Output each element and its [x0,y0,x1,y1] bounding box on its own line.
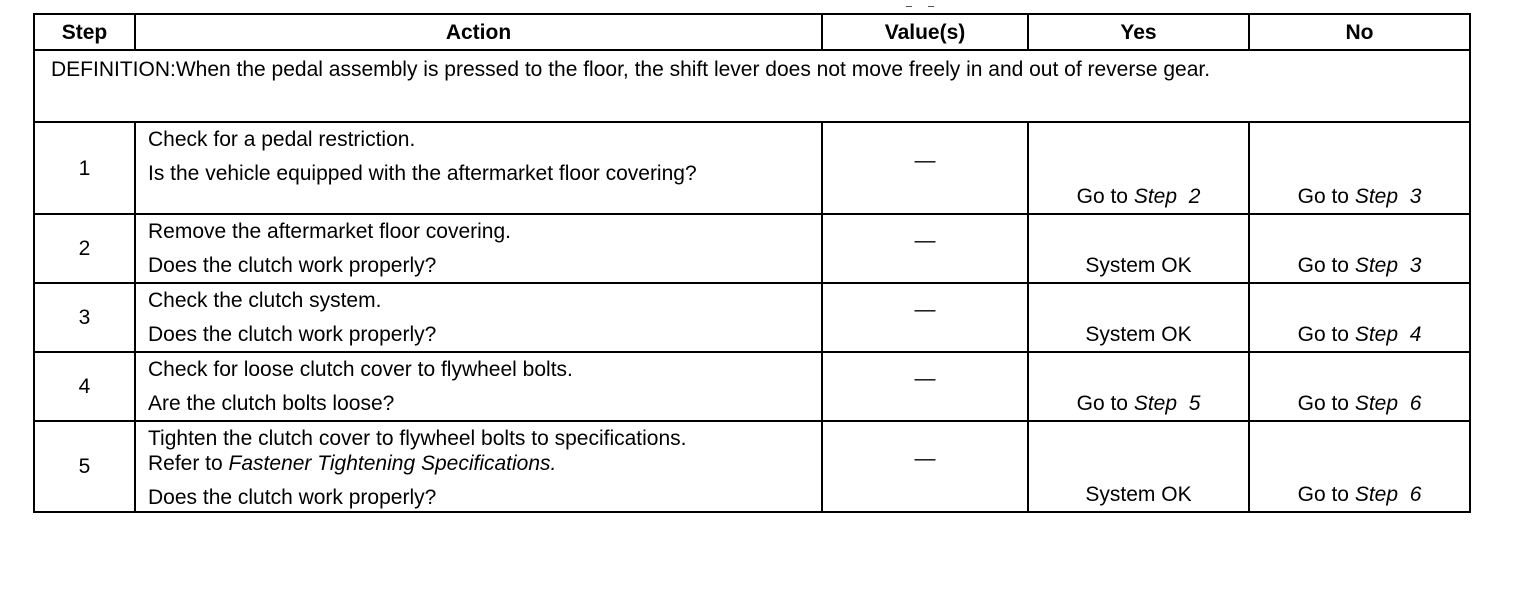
target-step: 5 [1188,392,1201,415]
yes-cell [1028,283,1249,352]
value-cell [822,283,1028,352]
action-line: Check for a pedal restriction. [148,128,416,151]
go-to-text: Go to [1297,185,1349,208]
step-word: Step [1354,483,1399,506]
yes-cell [1028,214,1249,283]
table-row [34,352,1470,421]
action-cell [135,421,822,512]
target-step: 4 [1409,323,1422,346]
target-step: 6 [1409,483,1422,506]
action-cell [135,214,822,283]
action-line: Does the clutch work properly? [148,486,437,509]
value-dash: — [914,367,936,390]
no-cell [1249,352,1470,421]
step-number: 2 [34,214,135,283]
header-action: Action [135,14,822,50]
go-to-text: Go to [1076,392,1128,415]
header-yes: Yes [1028,14,1249,50]
go-to-text: Go to [1297,392,1349,415]
step-number: 4 [34,352,135,421]
action-line: Check the clutch system. [148,289,382,312]
action-line: Remove the aftermarket floor covering. [148,220,511,243]
refer-prefix: Refer to [148,452,223,475]
value-cell [822,352,1028,421]
value-cell [822,122,1028,214]
value-dash: — [914,298,936,321]
value-dash: — [914,447,936,470]
action-cell [135,352,822,421]
header-step: Step [34,14,135,50]
go-to-text: Go to [1297,323,1349,346]
action-line: Is the vehicle equipped with the aftermarket floor covering? [148,162,697,185]
no-cell [1249,421,1470,512]
action-line: Does the clutch work properly? [148,254,437,277]
definition-text: DEFINITION:When the pedal assembly is pressed to the floor, the shift lever does not move freely in and out of reverse gear. [34,50,1470,122]
step-word: Step [1354,323,1399,346]
yes-cell [1028,122,1249,214]
action-line: Does the clutch work properly? [148,323,437,346]
target-step: 3 [1409,185,1422,208]
step-number: 1 [34,122,135,214]
table-row [34,421,1470,512]
yes-cell [1028,352,1249,421]
definition-row [34,50,1470,122]
header-no: No [1249,14,1470,50]
step-word: Step [1354,185,1399,208]
scan-marks [906,6,936,8]
diagnostic-table [33,13,1471,513]
result-text: System OK [1085,483,1192,506]
action-line-group [148,426,811,476]
table-row [34,214,1470,283]
table-row [34,283,1470,352]
go-to-text: Go to [1297,254,1349,277]
no-cell [1249,283,1470,352]
header-values: Value(s) [822,14,1028,50]
step-word: Step [1354,254,1399,277]
no-cell [1249,122,1470,214]
step-number: 3 [34,283,135,352]
action-line: Are the clutch bolts loose? [148,392,395,415]
step-word: Step [1133,392,1178,415]
go-to-text: Go to [1076,185,1128,208]
value-cell [822,421,1028,512]
no-cell [1249,214,1470,283]
go-to-text: Go to [1297,483,1349,506]
target-step: 3 [1409,254,1422,277]
yes-cell [1028,421,1249,512]
value-cell [822,214,1028,283]
target-step: 2 [1188,185,1201,208]
step-number: 5 [34,421,135,512]
action-line: Check for loose clutch cover to flywheel bolts. [148,358,573,381]
result-text: System OK [1085,254,1192,277]
value-dash: — [914,148,936,172]
step-word: Step [1354,392,1399,415]
refer-link-text: Fastener Tightening Specifications [228,452,551,475]
header-row [34,14,1470,50]
refer-suffix: . [550,452,557,475]
table-row [34,122,1470,214]
target-step: 6 [1409,392,1422,415]
value-dash: — [914,229,936,252]
action-line: Tighten the clutch cover to flywheel bolts to specifications. [148,427,687,450]
step-word: Step [1133,185,1178,208]
action-cell [135,122,822,214]
action-cell [135,283,822,352]
result-text: System OK [1085,323,1192,346]
